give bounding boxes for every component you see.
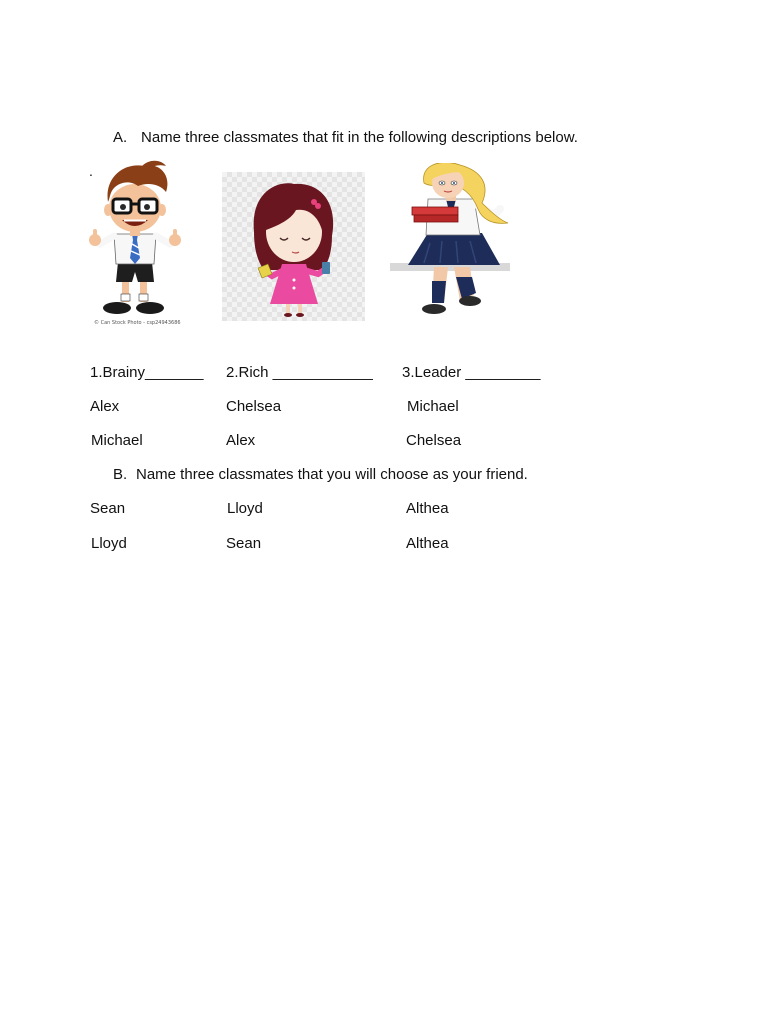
- category-brainy: 1.Brainy_______: [90, 364, 204, 381]
- answer-a-row2-rich: Alex: [226, 432, 256, 449]
- section-a-instruction: Name three classmates that fit in the following descriptions below.: [141, 129, 578, 146]
- answer-b-row2-col1: Lloyd: [91, 535, 127, 552]
- stray-mark: .: [89, 163, 93, 179]
- section-b-heading: [113, 466, 528, 483]
- answer-a-row2-leader: Chelsea: [406, 432, 462, 449]
- section-a-marker: A.: [113, 129, 128, 146]
- category-rich: 2.Rich ____________: [226, 364, 373, 381]
- section-b-marker: B.: [113, 466, 128, 483]
- answer-b-row1-col3: Althea: [406, 500, 449, 517]
- boy-glasses-icon: [86, 158, 190, 330]
- boy-illustration: [86, 158, 190, 330]
- answer-b-row1-col1: Sean: [90, 500, 126, 517]
- answer-b-row2-col3: Althea: [406, 535, 449, 552]
- answer-b-row1-col2: Lloyd: [227, 500, 263, 517]
- image-credit: © Can Stock Photo - csp24943686: [94, 320, 181, 326]
- girl-illustration: [222, 172, 365, 321]
- girl-pink-dress-icon: [222, 172, 365, 321]
- answer-b-row2-col2: Sean: [226, 535, 262, 552]
- answer-a-row1-leader: Michael: [407, 398, 459, 415]
- answer-a-row2-brainy: Michael: [91, 432, 143, 449]
- answer-a-row1-rich: Chelsea: [226, 398, 282, 415]
- schoolgirl-books-icon: [390, 163, 512, 323]
- section-a-heading: [113, 129, 578, 146]
- answer-a-row1-brainy: Alex: [90, 398, 120, 415]
- category-leader: 3.Leader _________: [402, 364, 541, 381]
- section-b-instruction: Name three classmates that you will choose as your friend.: [136, 466, 528, 483]
- schoolgirl-illustration: [390, 163, 512, 323]
